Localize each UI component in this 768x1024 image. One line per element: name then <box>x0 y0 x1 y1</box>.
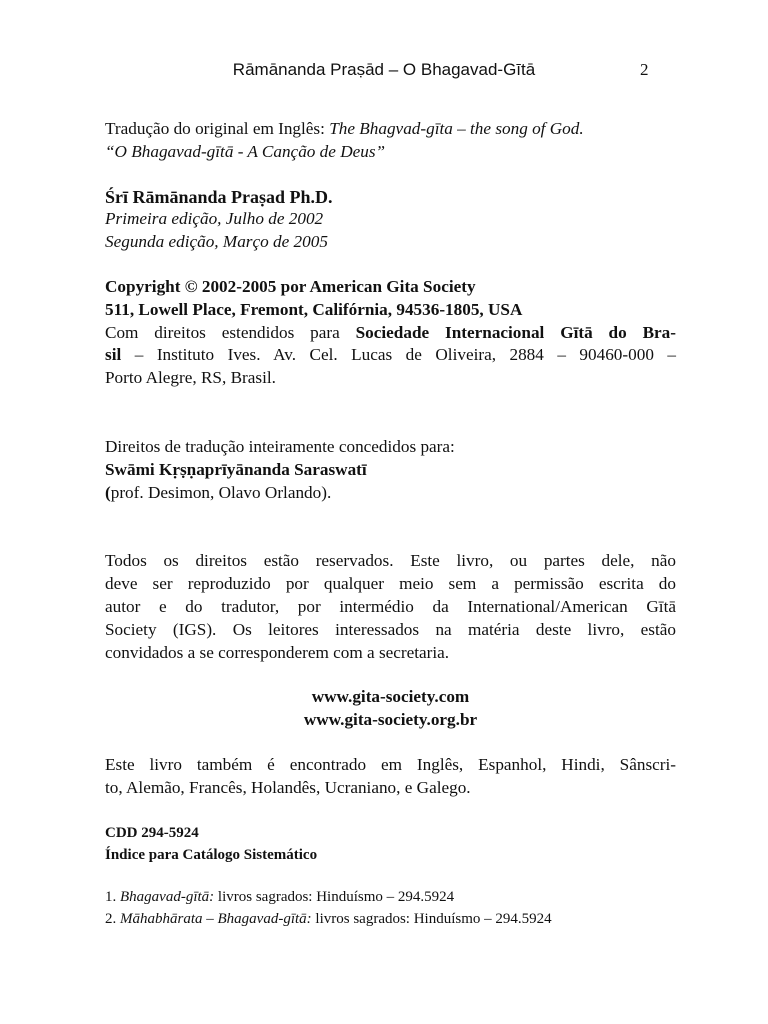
institute-address: – Instituto Ives. Av. Cel. Lucas de Oliveira, 2884 – 90460-000 – <box>121 345 676 365</box>
languages-line-1: Este livro também é encontrado em Inglês, Espanhol, Hindi, Sânscri- <box>105 754 676 774</box>
languages-paragraph <box>105 754 676 800</box>
catalog-block <box>105 822 676 930</box>
catalog-entry-1 <box>105 886 676 908</box>
rights-line-1 <box>105 322 676 345</box>
page-number: 2 <box>640 60 649 79</box>
portuguese-title: “O Bhagavad-gītā - A Canção de Deus” <box>105 141 386 161</box>
entry-1-subject: livros sagrados: Hinduísmo – 294.5924 <box>214 888 455 905</box>
page-header <box>0 60 768 84</box>
translation-line <box>105 118 676 141</box>
running-title: Rāmānanda Praṣād – O Bhagavad-Gītā <box>232 60 536 79</box>
author-name: Śrī Rāmānanda Praṣad Ph.D. <box>105 186 333 207</box>
reserved-line-5: convidados a se corresponderem com a secretaria. <box>105 642 450 662</box>
copyright-line: Copyright © 2002-2005 por American Gita Society <box>105 276 476 296</box>
translation-rights-block <box>105 436 676 504</box>
entry-2-title: Māhabhārata – Bhagavad-gītā: <box>120 910 312 927</box>
original-title: The Bhagvad-gīta – the song of God. <box>329 119 584 138</box>
website-link-2[interactable]: www.gita-society.org.br <box>303 710 478 730</box>
rights-line-2 <box>105 344 676 367</box>
reserved-line-2: deve ser reproduzido por qualquer meio sem a permissão escrita do <box>105 574 676 594</box>
translator-alt: prof. Desimon, Olavo Orlando). <box>110 482 332 502</box>
translation-prefix: Tradução do original em Inglês: <box>105 119 330 138</box>
catalog-index-title: Índice para Catálogo Sistemático <box>105 846 318 863</box>
reserved-rights-paragraph <box>105 550 676 664</box>
first-edition: Primeira edição, Julho de 2002 <box>105 209 324 229</box>
entry-2-number: 2. <box>105 910 120 927</box>
translator-name: Swāmi Kṛṣṇaprīyānanda Saraswatī <box>105 459 367 479</box>
entry-1-number: 1. <box>105 888 120 905</box>
translator-alt-line <box>105 482 676 505</box>
website-link-1[interactable]: www.gita-society.com <box>311 687 470 707</box>
translation-block <box>105 118 676 164</box>
second-edition: Segunda edição, Março de 2005 <box>105 232 328 252</box>
rights-prefix: Com direitos estendidos para <box>105 322 356 342</box>
catalog-entry-2 <box>105 908 676 930</box>
copyright-block <box>105 276 676 390</box>
websites-block <box>105 686 676 732</box>
rights-city: Porto Alegre, RS, Brasil. <box>105 368 276 388</box>
entry-1-title: Bhagavad-gītā: <box>120 888 215 905</box>
translation-rights-intro: Direitos de tradução inteiramente concedidos para: <box>105 436 455 456</box>
reserved-line-4: Society (IGS). Os leitores interessados na matéria deste livro, estão <box>105 619 676 639</box>
address-line: 511, Lowell Place, Fremont, Califórnia, 94536-1805, USA <box>105 299 523 319</box>
reserved-line-3: autor e do tradutor, por intermédio da International/American Gītā <box>105 596 676 616</box>
society-name-end: sil <box>105 345 122 365</box>
author-block <box>105 186 676 254</box>
paren-open: ( <box>105 482 111 502</box>
society-name: Sociedade Internacional Gītā do Bra- <box>355 322 676 342</box>
languages-line-2: to, Alemão, Francês, Holandês, Ucraniano, e Galego. <box>105 777 471 797</box>
reserved-line-1: Todos os direitos estão reservados. Este livro, ou partes dele, não <box>105 551 676 571</box>
cdd-code: CDD 294-5924 <box>105 824 199 841</box>
page-body <box>105 118 676 930</box>
entry-2-subject: livros sagrados: Hinduísmo – 294.5924 <box>311 910 552 927</box>
